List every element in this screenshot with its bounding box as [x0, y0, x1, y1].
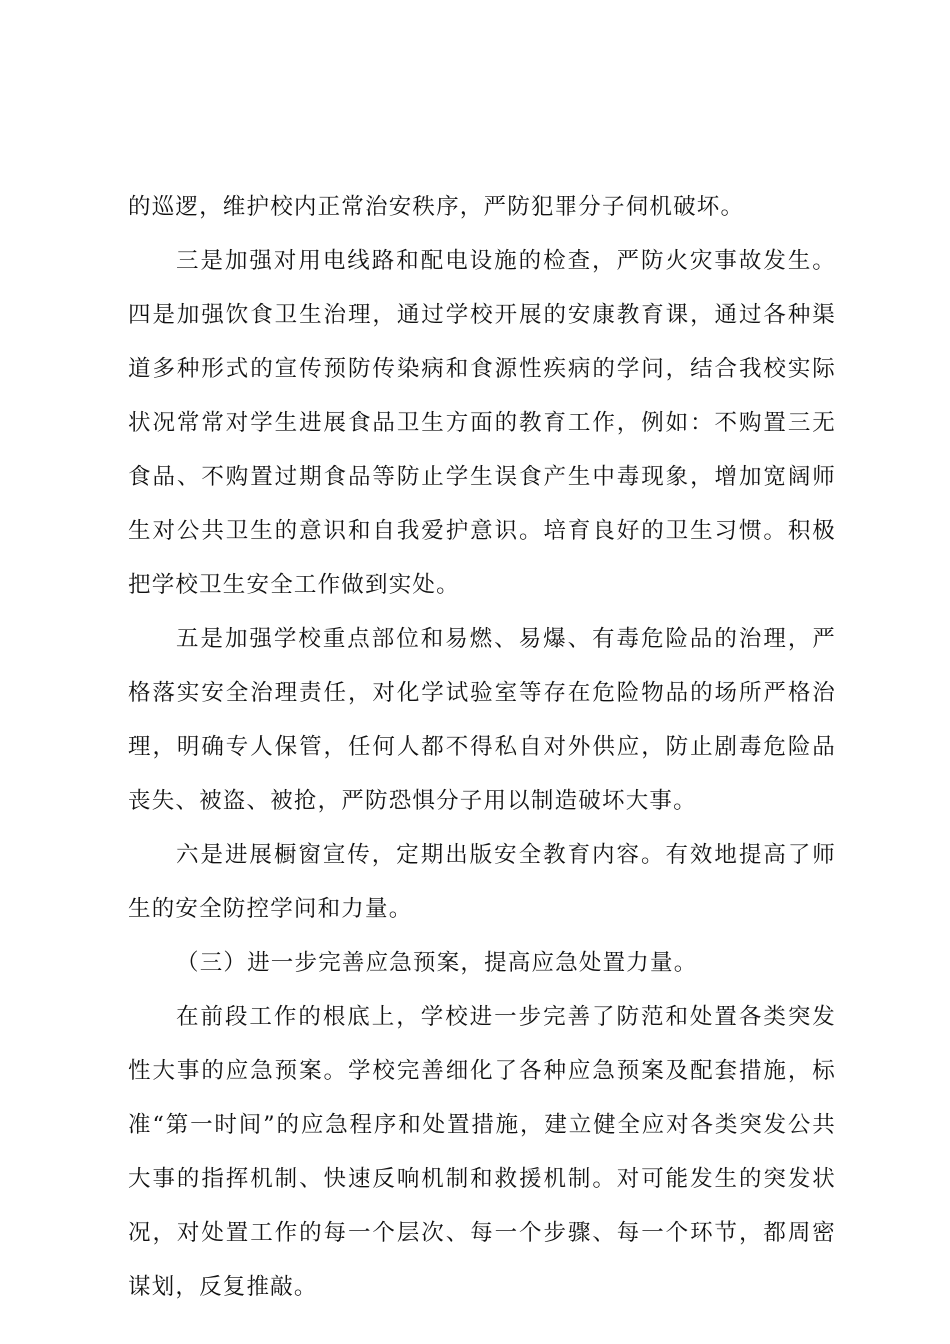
- paragraph-continuation: 的巡逻，维护校内正常治安秩序，严防犯罪分子伺机破坏。: [128, 194, 745, 220]
- paragraph-item-three-four: 三是加强对用电线路和配电设施的检查，严防火灾事故发生。四是加强饮食卫生治理，通过学校开展的安康教育课，通过各种渠道多种形式的宣传预防传染病和食源性疾病的学问，结合我校实际状况常常对学生进展食品卫生方面的教育工作，例如：不购置三无食品、不购置过期食品等防止学生误食产生中毒现象，增加宽阔师生对公共卫生的意识和自我爱护意识。培育良好的卫生习惯。积极把学校卫生安全工作做到实处。: [128, 248, 836, 598]
- paragraph-emergency-plan: 在前段工作的根底上，学校进一步完善了防范和处置各类突发性大事的应急预案。学校完善细化了各种应急预案及配套措施，标准“第一时间”的应急程序和处置措施，建立健全应对各类突发公共大事的指挥机制、快速反响机制和救援机制。对可能发生的突发状况，对处置工作的每一个层次、每一个步骤、每一个环节，都周密谋划，反复推敲。: [128, 1004, 836, 1300]
- section-heading: （三）进一步完善应急预案，提高应急处置力量。: [176, 950, 698, 976]
- paragraph-item-five: 五是加强学校重点部位和易燃、易爆、有毒危险品的治理，严格落实安全治理责任，对化学试验室等存在危险物品的场所严格治理，明确专人保管，任何人都不得私自对外供应，防止剧毒危险品丧失、被盗、被抢，严防恐惧分子用以制造破坏大事。: [128, 626, 836, 814]
- paragraph-item-six: 六是进展橱窗宣传，定期出版安全教育内容。有效地提高了师生的安全防控学问和力量。: [128, 842, 836, 922]
- document-body: [128, 180, 836, 1314]
